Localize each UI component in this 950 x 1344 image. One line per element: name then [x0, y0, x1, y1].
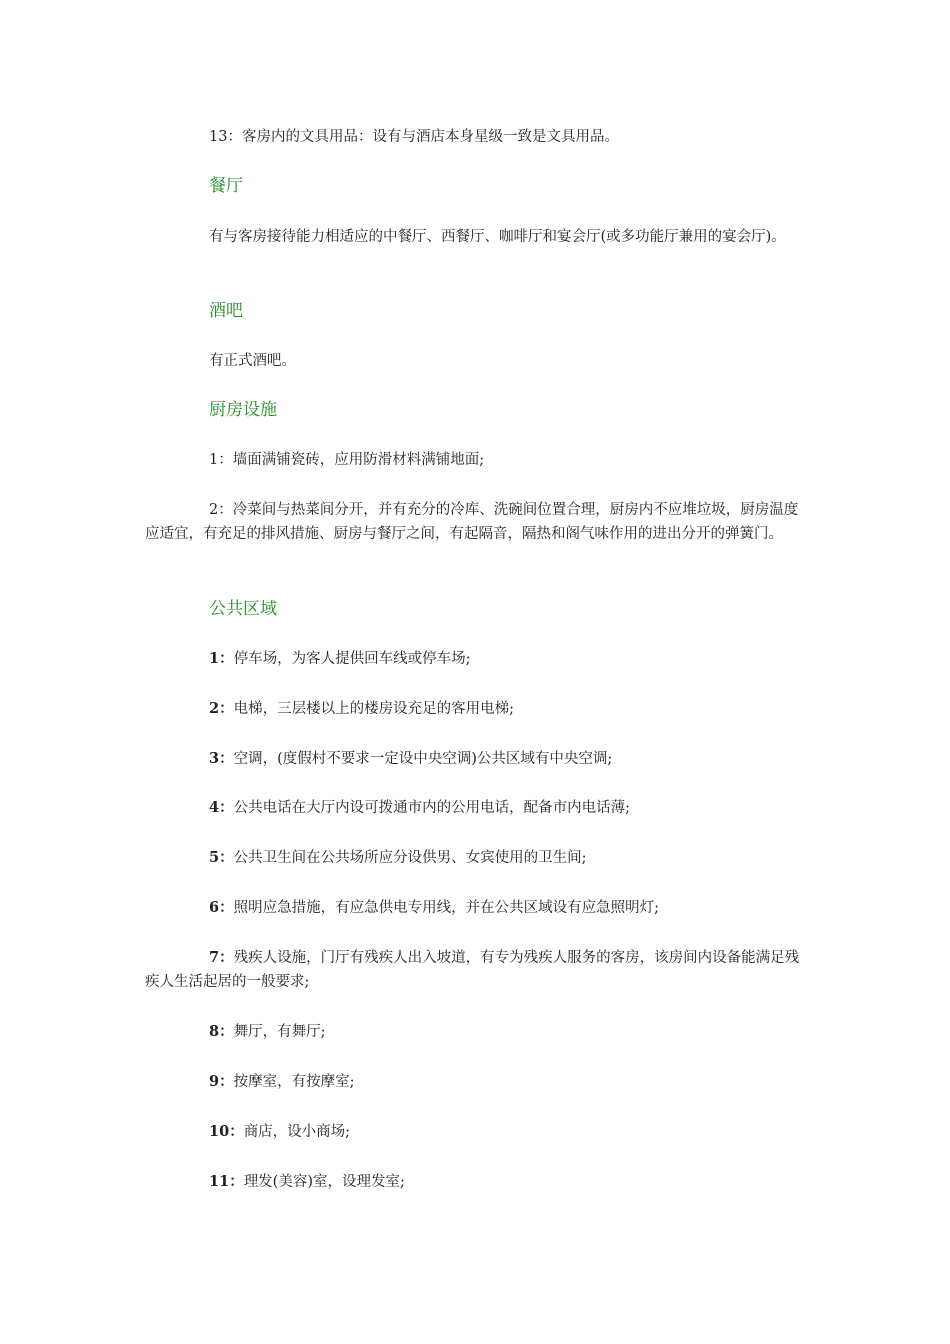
- item-text: 公共卫生间在公共场所应分设供男、女宾使用的卫生间;: [233, 850, 587, 866]
- item-number: 9: [209, 1073, 220, 1090]
- item-separator: ：: [219, 750, 234, 767]
- public-area-heading: 公共区域: [209, 599, 277, 619]
- item-text: 空调，(度假村不要求一定设中央空调)公共区域有中央空调;: [233, 751, 613, 767]
- bar-paragraph: 有正式酒吧。: [209, 353, 296, 369]
- public-item-7: [145, 946, 810, 994]
- item-number: 5: [209, 849, 220, 866]
- item-number: 8: [209, 1023, 220, 1040]
- bar-heading: 酒吧: [209, 301, 243, 321]
- item-number: 2: [209, 700, 220, 717]
- public-item-2: [145, 697, 810, 721]
- item-number: 10: [209, 1123, 230, 1140]
- stationery-paragraph: 13：客房内的文具用品：设有与酒店本身星级一致是文具用品。: [209, 129, 619, 145]
- restaurant-paragraph: 有与客房接待能力相适应的中餐厅、西餐厅、咖啡厅和宴会厅(或多功能厅兼用的宴会厅)。: [209, 229, 786, 245]
- item-number: 4: [209, 799, 220, 816]
- item-separator: ：: [229, 1123, 244, 1140]
- item-separator: ：: [219, 949, 234, 966]
- item-separator: ：: [219, 1023, 234, 1040]
- item-separator: ：: [219, 1073, 234, 1090]
- public-item-1: [145, 647, 810, 671]
- item-number: 7: [209, 949, 220, 966]
- restaurant-heading: 餐厅: [209, 176, 243, 196]
- kitchen-heading: 厨房设施: [209, 400, 277, 420]
- kitchen-item-2: 2：冷菜间与热菜间分开，并有充分的冷库、洗碗间位置合理，厨房内不应堆垃圾，厨房温度应适宜，有充足的排风措施、厨房与餐厅之间，有起隔音，隔热和阁气味作用的进出分开的弹簧门。: [145, 502, 799, 542]
- item-number: 1: [209, 650, 220, 667]
- item-text: 照明应急措施，有应急供电专用线，并在公共区域设有应急照明灯;: [233, 900, 659, 916]
- public-item-10: [145, 1120, 810, 1144]
- item-separator: ：: [219, 899, 234, 916]
- item-number: 6: [209, 899, 220, 916]
- public-item-5: [145, 846, 810, 870]
- item-number: 3: [209, 750, 220, 767]
- public-item-4: [145, 796, 810, 820]
- public-item-6: [145, 896, 810, 920]
- item-separator: ：: [219, 650, 234, 667]
- item-number: 11: [209, 1173, 230, 1190]
- item-separator: ：: [219, 700, 234, 717]
- item-text: 残疾人设施，门厅有残疾人出入坡道，有专为残疾人服务的客房，该房间内设备能满足残疾人生活起居的一般要求;: [145, 950, 800, 990]
- item-text: 电梯，三层楼以上的楼房设充足的客用电梯;: [233, 701, 514, 717]
- public-item-3: [145, 747, 810, 771]
- item-separator: ：: [219, 849, 234, 866]
- item-text: 公共电话在大厅内设可拨通市内的公用电话，配备市内电话薄;: [233, 800, 630, 816]
- public-item-11: [145, 1170, 810, 1194]
- kitchen-item-1: 1：墙面满铺瓷砖，应用防滑材料满铺地面;: [209, 452, 485, 468]
- item-separator: ：: [219, 799, 234, 816]
- item-text: 舞厅，有舞厅;: [233, 1024, 326, 1040]
- item-text: 理发(美容)室，设理发室;: [243, 1174, 405, 1190]
- item-separator: ：: [229, 1173, 244, 1190]
- public-item-8: [145, 1020, 810, 1044]
- public-item-9: [145, 1070, 810, 1094]
- item-text: 停车场，为客人提供回车线或停车场;: [233, 651, 471, 667]
- item-text: 商店，设小商场;: [243, 1124, 351, 1140]
- item-text: 按摩室，有按摩室;: [233, 1074, 355, 1090]
